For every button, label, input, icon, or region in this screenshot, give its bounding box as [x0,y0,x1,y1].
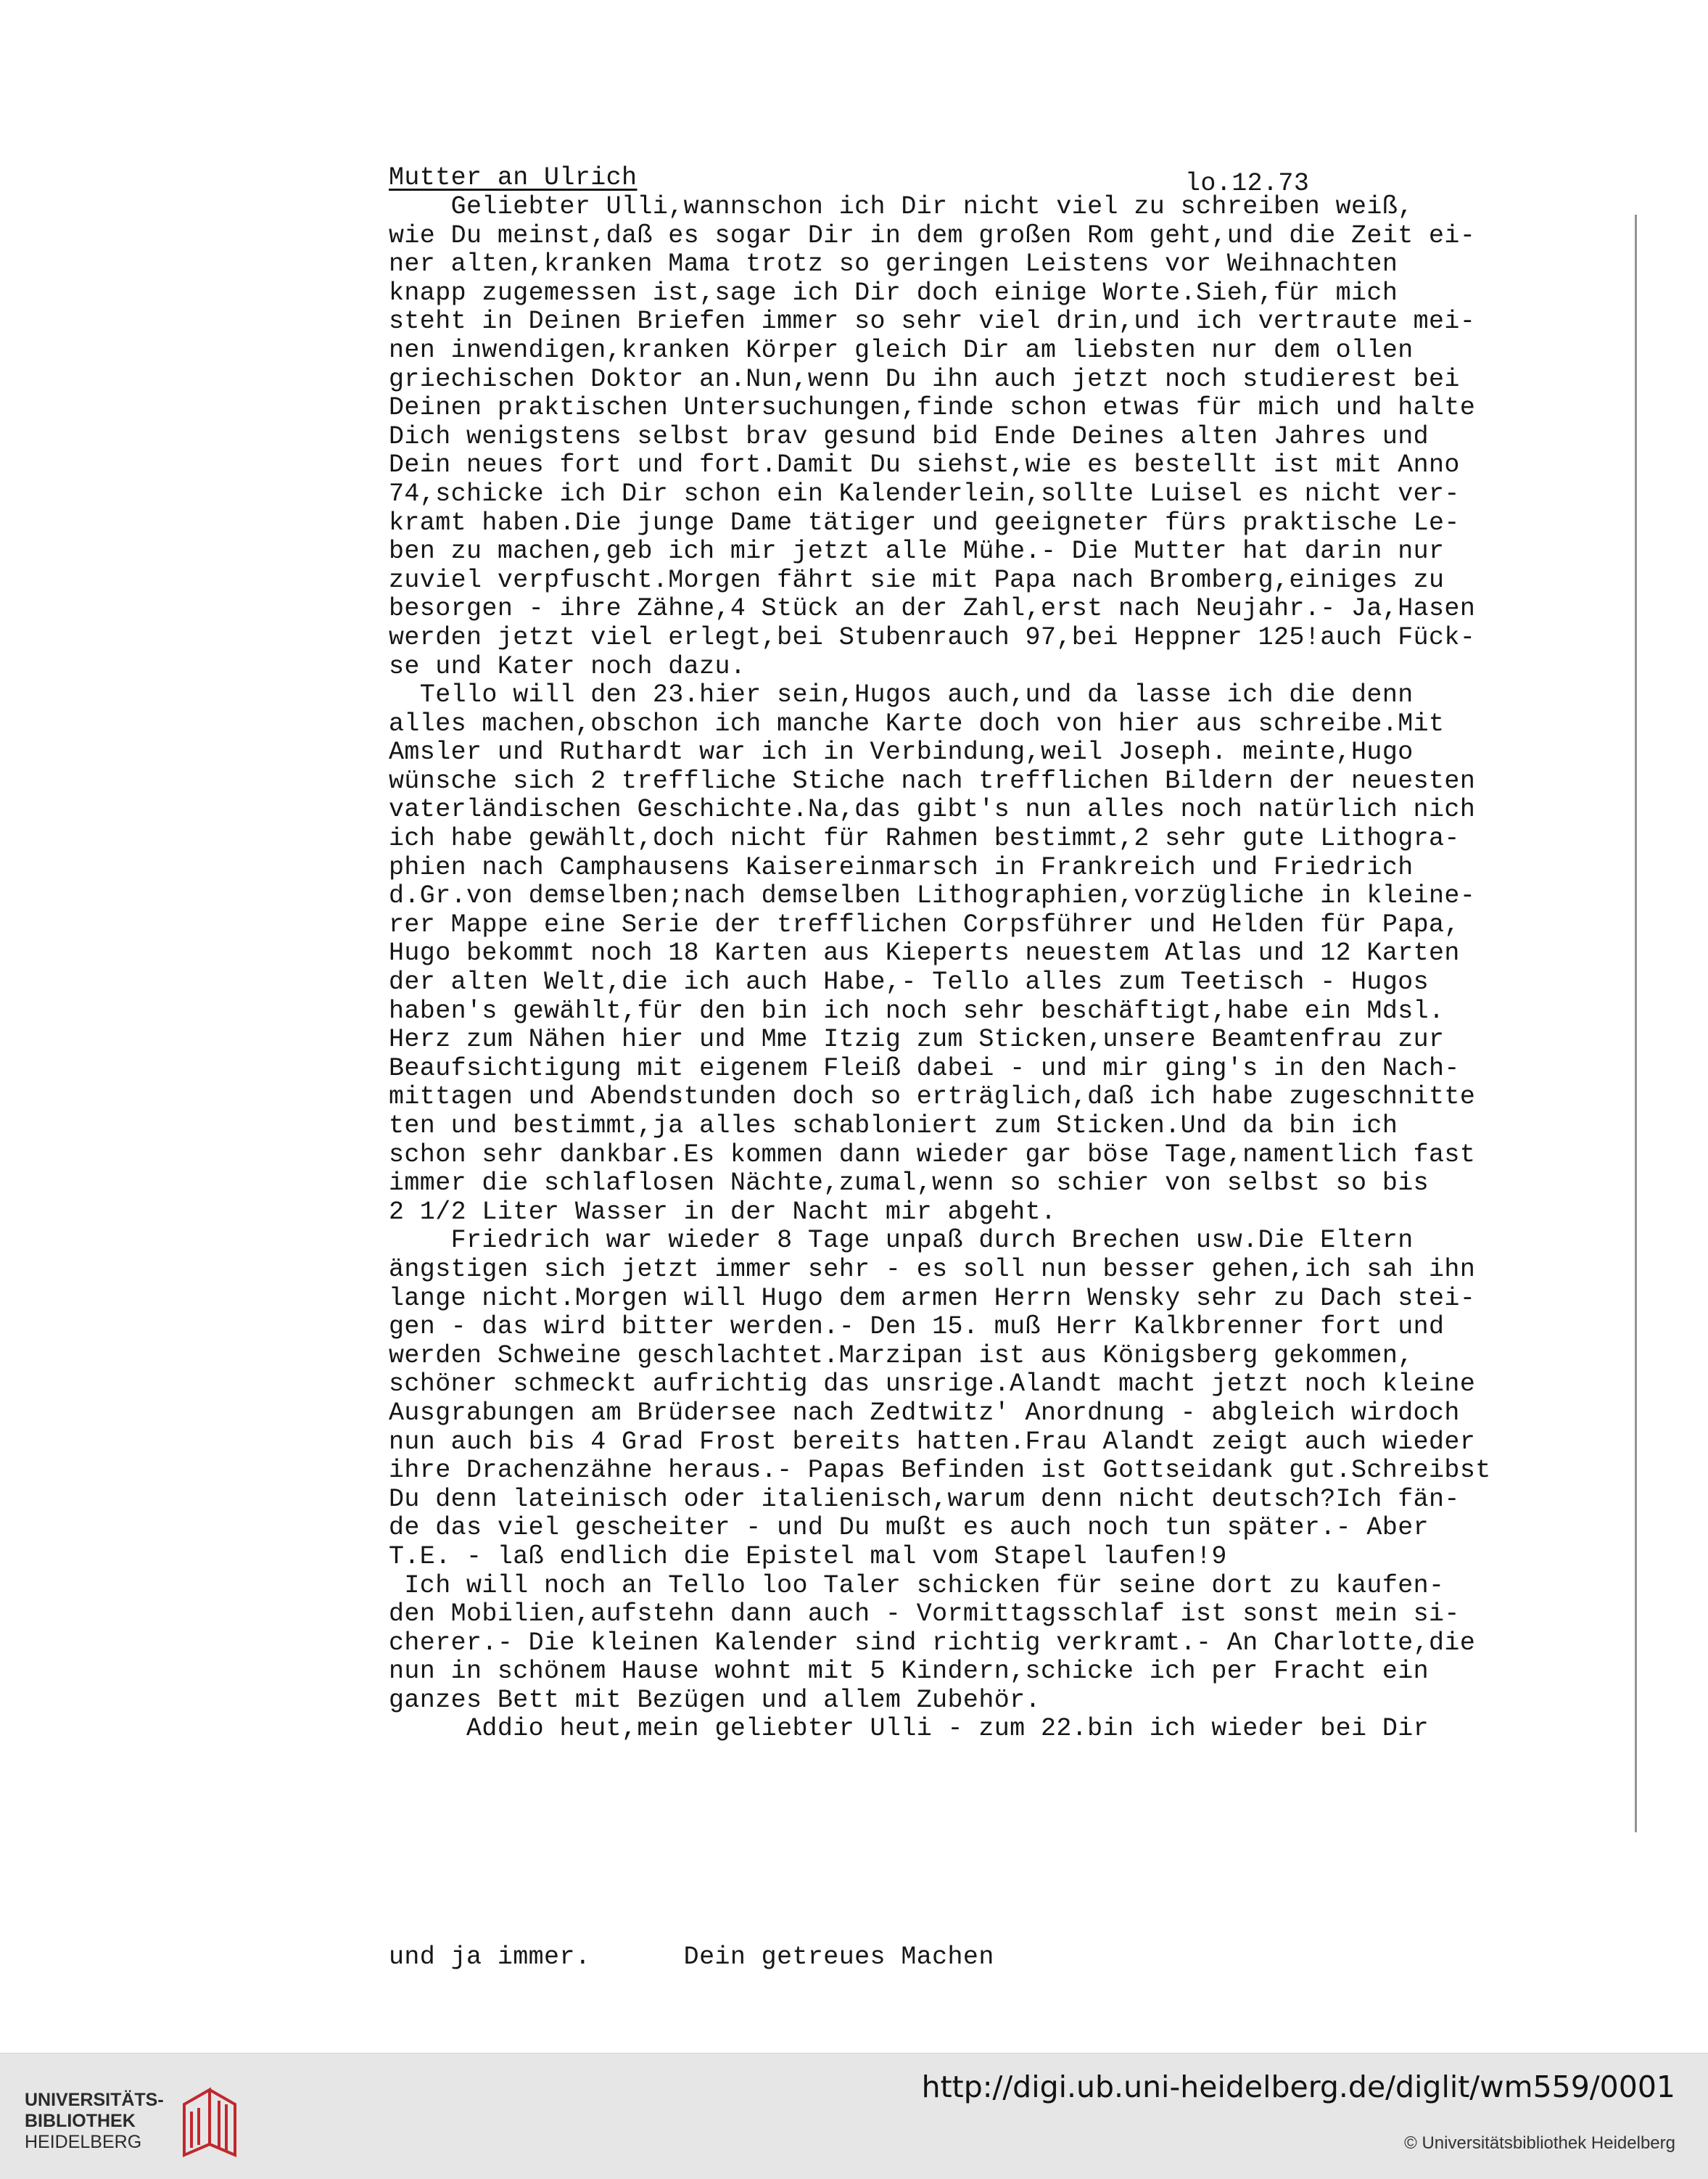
letter-line: Beaufsichtigung mit eigenem Fleiß dabei - und mir ging's in den Nach- [389,1053,1460,1083]
letter-line: steht in Deinen Briefen immer so sehr viel drin,und ich vertraute mei- [389,307,1476,337]
letter-line: Ausgrabungen am Brüdersee nach Zedtwitz' Anordnung - abgleich wirdoch [389,1398,1460,1428]
letter-line: ganzes Bett mit Bezügen und allem Zubehör. [389,1685,1041,1715]
letter-line: wie Du meinst,daß es sogar Dir in dem großen Rom geht,und die Zeit ei- [389,221,1476,250]
letter-line: nun auch bis 4 Grad Frost bereits hatten.Frau Alandt zeigt auch wieder [389,1427,1476,1457]
letter-line: Herz zum Nähen hier und Mme Itzig zum Sticken,unsere Beamtenfrau zur [389,1025,1445,1055]
letter-line: ich habe gewählt,doch nicht für Rahmen bestimmt,2 sehr gute Lithogra- [389,824,1460,854]
letter-line: vaterländischen Geschichte.Na,das gibt's nun alles noch natürlich nich [389,795,1476,825]
library-logo-icon [170,2075,257,2162]
letter-line: rer Mappe eine Serie der trefflichen Corpsführer und Helden für Papa, [389,910,1460,939]
letter-line: alles machen,obschon ich manche Karte doch von hier aus schreibe.Mit [389,709,1445,738]
letter-line: Dich wenigstens selbst brav gesund bid Ende Deines alten Jahres und [389,421,1429,451]
letter-line: Dein neues fort und fort.Damit Du siehst,wie es bestellt ist mit Anno [389,450,1460,480]
letter-line: 2 1/2 Liter Wasser in der Nacht mir abgeht. [389,1197,1057,1227]
letter-closing: und ja immer. Dein getreues Machen [389,1943,994,1972]
letter-line: den Mobilien,aufstehn dann auch - Vormittagsschlaf ist sonst mein si- [389,1599,1460,1629]
letter-line: Ich will noch an Tello loo Taler schicken für seine dort zu kaufen- [389,1570,1445,1600]
letter-line: ihre Drachenzähne heraus.- Papas Befinden ist Gottseidank gut.Schreibst [389,1456,1491,1486]
letter-line: haben's gewählt,für den bin ich noch sehr beschäftigt,habe ein Mdsl. [389,996,1445,1026]
letter-heading: Mutter an Ulrich [389,163,638,192]
letter-line: ner alten,kranken Mama trotz so geringen Leistens vor Weihnachten [389,250,1398,279]
letter-header [389,163,1643,198]
letter-line: werden jetzt viel erlegt,bei Stubenrauch 97,bei Heppner 125!auch Fück- [389,622,1476,652]
footer-url-link[interactable]: http://digi.ub.uni-heidelberg.de/diglit/wm559/0001 [921,2069,1675,2104]
letter-line: ten und bestimmt,ja alles schabloniert zum Sticken.Und da bin ich [389,1111,1398,1140]
letter-line: T.E. - laß endlich die Epistel mal vom Stapel laufen!9 [389,1541,1227,1571]
library-logo [25,2075,242,2155]
letter-line: 74,schicke ich Dir schon ein Kalenderlein,sollte Luisel es nicht ver- [389,479,1460,508]
letter-line: mittagen und Abendstunden doch so erträglich,daß ich habe zugeschnitte [389,1082,1476,1112]
logo-line-3: HEIDELBERG [25,2132,142,2152]
letter-line: schöner schmeckt aufrichtig das unsrige.Alandt macht jetzt noch kleine [389,1369,1476,1399]
letter-body [389,163,1643,1972]
letter-line: gen - das wird bitter werden.- Den 15. muß Herr Kalkbrenner fort und [389,1312,1445,1342]
letter-line: griechischen Doktor an.Nun,wenn Du ihn auch jetzt noch studierest bei [389,364,1460,394]
letter-line: Amsler und Ruthardt war ich in Verbindung,weil Joseph. meinte,Hugo [389,738,1414,767]
logo-line-2: BIBLIOTHEK [25,2111,136,2131]
letter-line: Addio heut,mein geliebter Ulli - zum 22.bin ich wieder bei Dir [389,1714,1429,1744]
library-footer [0,2053,1708,2179]
letter-line: lange nicht.Morgen will Hugo dem armen Herrn Wensky sehr zu Dach stei- [389,1283,1476,1313]
letter-line: nun in schönem Hause wohnt mit 5 Kindern,schicke ich per Fracht ein [389,1657,1429,1686]
letter-line: Geliebter Ulli,wannschon ich Dir nicht viel zu schreiben weiß, [389,192,1414,221]
letter-line: wünsche sich 2 treffliche Stiche nach trefflichen Bildern der neuesten [389,766,1476,796]
letter-line: nen inwendigen,kranken Körper gleich Dir am liebsten nur dem ollen [389,335,1414,365]
letter-line: immer die schlaflosen Nächte,zumal,wenn so schier von selbst so bis [389,1169,1429,1198]
letter-line: ben zu machen,geb ich mir jetzt alle Mühe.- Die Mutter hat darin nur [389,537,1445,567]
letter-line: d.Gr.von demselben;nach demselben Lithographien,vorzügliche in kleine- [389,881,1476,911]
letter-line: de das viel gescheiter - und Du mußt es auch noch tun später.- Aber [389,1513,1429,1543]
letter-line: werden Schweine geschlachtet.Marzipan ist aus Königsberg gekommen, [389,1340,1414,1370]
footer-copyright: © Universitätsbibliothek Heidelberg [1404,2133,1675,2153]
letter-text [389,193,1643,1744]
letter-line: schon sehr dankbar.Es kommen dann wieder gar böse Tage,namentlich fast [389,1140,1476,1169]
letter-line: Friedrich war wieder 8 Tage unpaß durch Brechen usw.Die Eltern [389,1226,1414,1256]
logo-line-1: UNIVERSITÄTS- [25,2090,164,2110]
letter-line: besorgen - ihre Zähne,4 Stück an der Zahl,erst nach Neujahr.- Ja,Hasen [389,594,1476,624]
letter-line: Deinen praktischen Untersuchungen,finde schon etwas für mich und halte [389,393,1476,423]
letter-line: der alten Welt,die ich auch Habe,- Tello alles zum Teetisch - Hugos [389,968,1429,997]
letter-line: zuviel verpfuscht.Morgen fährt sie mit Papa nach Bromberg,einiges zu [389,565,1445,595]
letter-date: lo.12.73 [1185,169,1310,198]
letter-line: kramt haben.Die junge Dame tätiger und geeigneter fürs praktische Le- [389,508,1460,537]
letter-line: phien nach Camphausens Kaisereinmarsch in Frankreich und Friedrich [389,852,1414,882]
letter-line: Du denn lateinisch oder italienisch,warum denn nicht deutsch?Ich fän- [389,1484,1460,1514]
letter-line: knapp zugemessen ist,sage ich Dir doch einige Worte.Sieh,für mich [389,278,1398,308]
letter-line: Hugo bekommt noch 18 Karten aus Kieperts neuestem Atlas und 12 Karten [389,939,1460,968]
letter-line: ängstigen sich jetzt immer sehr - es soll nun besser gehen,ich sah ihn [389,1254,1476,1284]
logo-wordmark [25,2090,164,2153]
letter-line: cherer.- Die kleinen Kalender sind richtig verkramt.- An Charlotte,die [389,1628,1476,1657]
letter-line: se und Kater noch dazu. [389,651,746,681]
letter-line: Tello will den 23.hier sein,Hugos auch,und da lasse ich die denn [389,680,1414,710]
